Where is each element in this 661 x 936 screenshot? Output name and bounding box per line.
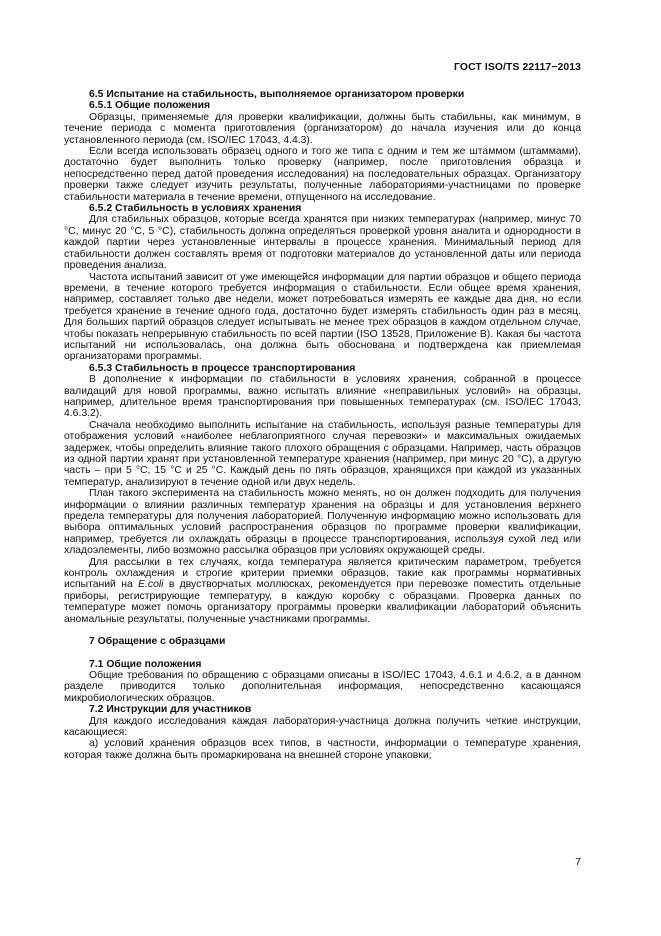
paragraph: Сначала необходимо выполнить испытание на стабильность, используя разные температуры для отображения условий «наиболее неблагоприятного случая перевозки» и максимальных ожидаемых задержек, чтобы определить влияние такого плохого обращения с образцами. Например, часть образцов из одной партии хранят при установленной температуре хранения (например, при минус 20 °C), а другую часть – при 5 °C, 15 °C и 25 °C. Каждый день по пять образцов, хранящихся при каждой из указанных температур, анализируют в течение одной или двух недель. <box>64 419 581 488</box>
paragraph: Общие требования по обращению с образцами описаны в ISO/IEC 17043, 4.6.1 и 4.6.2, а в данном разделе приводится только дополнительная информация, непосредственно касающаяся микробиологических образцов. <box>64 669 581 704</box>
paragraph: Образцы, применяемые для проверки квалификации, должны быть стабильны, как минимум, в течение периода с момента приготовления (организатором) до начала изучения или до конца установленного периода (см. ISO/IEC 17043, 4.4.3). <box>64 111 581 146</box>
section-6-5-1-title: 6.5.1 Общие положения <box>89 100 211 112</box>
spacer <box>64 625 581 636</box>
section-7-1-title: 7.1 Общие положения <box>89 658 202 670</box>
paragraph: Для каждого исследования каждая лаборатория-участница должна получить четкие инструкции, касающиеся: <box>64 715 581 738</box>
document-id: ГОСТ ISO/TS 22117−2013 <box>454 62 581 73</box>
section-6-5-title: 6.5 Испытание на стабильность, выполняемое организатором проверки <box>89 89 465 100</box>
paragraph: Частота испытаний зависит от уже имеющейся информации для партии образцов и общего периода времени, в течение которого требуется информация о стабильности. Если общее время хранения, например, составляет только две недели, может потребоваться измерять ее каждые два дня, но если требуется хранение в течение одного года, достаточно будет измерять стабильность один раз в месяц. Для больших партий образцов следует испытывать не менее трех образцов в каждом отдельном случае, чтобы показать непрерывную стабильность по всей партии (ISO 13528, Приложение B). Какая бы частота испытаний ни использовалась, она должна быть обоснована и подтверждена как приемлемая организаторами программы. <box>64 271 581 363</box>
page-number: 7 <box>575 857 581 868</box>
list-item: а) условий хранения образцов всех типов, в частности, информации о температуре хранения, которая также должна быть промаркирована на внешней стороне упаковки; <box>64 738 581 761</box>
section-7-2-title: 7.2 Инструкции для участников <box>89 704 252 716</box>
spacer <box>64 648 581 659</box>
page-content <box>64 89 581 761</box>
section-7-title: 7 Обращение с образцами <box>89 636 226 648</box>
organism-name: E.coli <box>138 579 164 591</box>
paragraph: План такого эксперимента на стабильность можно менять, но он должен подходить для получения информации о влиянии различных температур хранения на образцы и для установления верхнего предела температуры для получения лабораторией. Полученную информацию можно использовать для выбора оптимальных условий распространения образцов по программе проверки квалификации, например, требуется ли охлаждать образцы в процессе транспортирования, используя сухой лед или хладоэлементы, либо возможно рассылка образцов при условиях окружающей среды. <box>64 488 581 557</box>
section-6-5-2-title: 6.5.2 Стабильность в условиях хранения <box>89 203 302 215</box>
paragraph: Если всегда использовать образец одного и того же типа с одним и тем же штаммом (штаммами), достаточно будет выполнить только проверку (например, после приготовления образца и непосредственно перед датой проведения исследования) на последовательных образцах. Организатору проверки также следует изучить результаты, полученные лабораториями-участницами по проверке стабильности материала в течение времени, отпущенного на исследование. <box>64 146 581 203</box>
section-6-5-3-title: 6.5.3 Стабильность в процессе транспортирования <box>89 362 356 374</box>
paragraph: Для стабильных образцов, которые всегда хранятся при низких температурах (например, минус 70 °C, минус 20 °C, 5 °C), стабильность должна определяться проверкой уровня аналита и однородности в каждой партии через установленные интервалы в процессе хранения. Минимальный период для стабильности должен составлять время от подготовки материалов до установленной даты или периода проведения анализа. <box>64 214 581 272</box>
text-run: Для рассылки в тех случаях, когда температура является критическим параметром, требуется контроль охлаждения и строгие критерии приемки образцов, такие как программы нормативных испытаний на <box>64 556 581 591</box>
paragraph: В дополнение к информации по стабильности в условиях хранения, собранной в процессе валидаций для новой программы, важно испытать влияние «неправильных условий» на образцы, например, длительное время транспортирования при повышенных температурах (см. ISO/IEC 17043, 4.6.3.2). <box>64 374 581 420</box>
text-run: в двустворчатых моллюсках, рекомендуется при перевозке поместить отдельные приборы, регистрирующие температуру, в каждую коробку с образцами. Проверка данных по температуре может помочь организатору программы проверки квалификации лабораторий объяснить аномальные результаты, полученные участниками программы. <box>64 579 581 625</box>
paragraph <box>64 557 581 625</box>
